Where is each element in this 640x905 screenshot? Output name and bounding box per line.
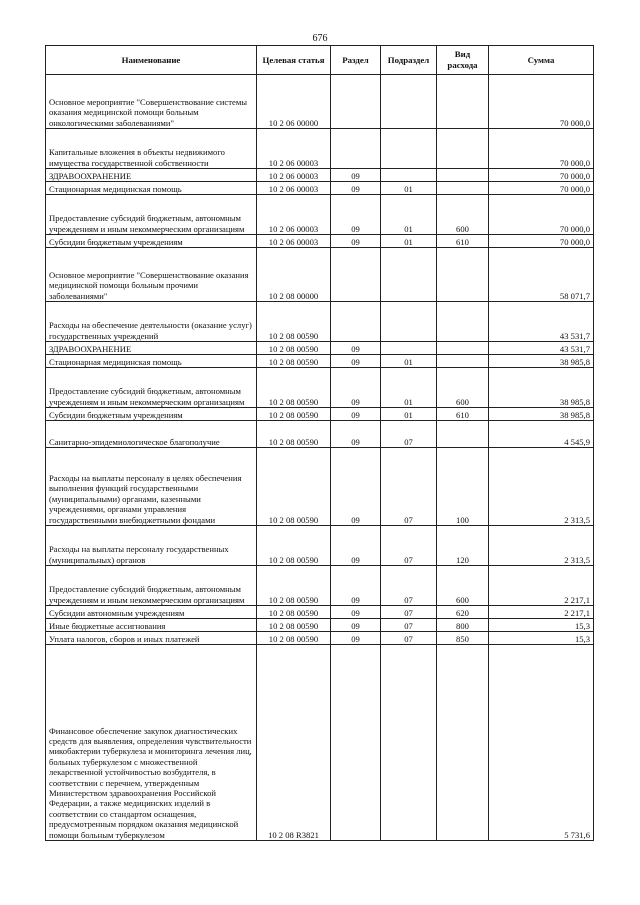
header-expense-type: Вид расхода — [437, 46, 489, 75]
cell-expense-type — [437, 421, 489, 448]
cell-name: Расходы на выплаты персоналу в целях обеспечения выполнения функций государственными (муниципальными) органами, казенными учреждениями, органами управления государственными внебюджетными фондами — [46, 448, 257, 526]
cell-name: Основное мероприятие "Совершенствование оказания медицинской помощи больным прочими заболеваниями" — [46, 248, 257, 302]
cell-section: 09 — [331, 355, 381, 368]
cell-section: 09 — [331, 606, 381, 619]
cell-expense-type: 120 — [437, 526, 489, 566]
cell-subsection: 01 — [381, 408, 437, 421]
table-row — [46, 182, 594, 195]
table-row — [46, 235, 594, 248]
cell-article: 10 2 06 00003 — [257, 235, 331, 248]
cell-section — [331, 75, 381, 129]
cell-article: 10 2 08 00590 — [257, 421, 331, 448]
cell-expense-type — [437, 302, 489, 342]
cell-expense-type — [437, 355, 489, 368]
cell-subsection: 01 — [381, 235, 437, 248]
cell-expense-type — [437, 129, 489, 169]
cell-section: 09 — [331, 235, 381, 248]
table-row — [46, 248, 594, 302]
cell-subsection — [381, 342, 437, 355]
table-row — [46, 421, 594, 448]
cell-sum: 38 985,8 — [489, 368, 594, 408]
header-name: Наименование — [46, 46, 257, 75]
cell-sum: 70 000,0 — [489, 75, 594, 129]
cell-subsection — [381, 169, 437, 182]
cell-name: Расходы на выплаты персоналу государственных (муниципальных) органов — [46, 526, 257, 566]
cell-name: Основное мероприятие "Совершенствование системы оказания медицинской помощи больным онкологическими заболеваниями" — [46, 75, 257, 129]
cell-section: 09 — [331, 632, 381, 645]
cell-expense-type: 800 — [437, 619, 489, 632]
cell-article: 10 2 08 00590 — [257, 526, 331, 566]
table-row — [46, 129, 594, 169]
table-body — [46, 75, 594, 841]
table-row — [46, 408, 594, 421]
cell-article: 10 2 06 00003 — [257, 129, 331, 169]
cell-subsection: 01 — [381, 182, 437, 195]
cell-subsection — [381, 75, 437, 129]
cell-name: Уплата налогов, сборов и иных платежей — [46, 632, 257, 645]
cell-sum: 70 000,0 — [489, 129, 594, 169]
cell-name: Предоставление субсидий бюджетным, автономным учреждениям и иным некоммерческим организациям — [46, 368, 257, 408]
table-row — [46, 526, 594, 566]
cell-expense-type — [437, 169, 489, 182]
cell-name: Предоставление субсидий бюджетным, автономным учреждениям и иным некоммерческим организациям — [46, 566, 257, 606]
table-row — [46, 448, 594, 526]
cell-subsection: 01 — [381, 355, 437, 368]
table-row — [46, 566, 594, 606]
cell-sum: 4 545,9 — [489, 421, 594, 448]
cell-sum: 58 071,7 — [489, 248, 594, 302]
cell-sum: 5 731,6 — [489, 645, 594, 841]
cell-expense-type — [437, 182, 489, 195]
cell-section: 09 — [331, 408, 381, 421]
table-row — [46, 195, 594, 235]
cell-section: 09 — [331, 169, 381, 182]
cell-sum: 2 313,5 — [489, 448, 594, 526]
cell-expense-type: 610 — [437, 408, 489, 421]
table-row — [46, 169, 594, 182]
cell-name: Расходы на обеспечение деятельности (оказание услуг) государственных учреждений — [46, 302, 257, 342]
cell-name: Субсидии автономным учреждениям — [46, 606, 257, 619]
table-row — [46, 606, 594, 619]
cell-section: 09 — [331, 182, 381, 195]
cell-subsection — [381, 645, 437, 841]
cell-name: Капитальные вложения в объекты недвижимого имущества государственной собственности — [46, 129, 257, 169]
cell-section — [331, 129, 381, 169]
cell-expense-type — [437, 75, 489, 129]
table-row — [46, 75, 594, 129]
cell-subsection: 07 — [381, 632, 437, 645]
cell-section — [331, 302, 381, 342]
cell-sum: 15,3 — [489, 619, 594, 632]
cell-expense-type: 600 — [437, 195, 489, 235]
cell-subsection: 07 — [381, 526, 437, 566]
cell-expense-type — [437, 248, 489, 302]
header-article: Целевая статья — [257, 46, 331, 75]
cell-article: 10 2 08 00590 — [257, 606, 331, 619]
cell-section: 09 — [331, 195, 381, 235]
table-row — [46, 619, 594, 632]
table-row — [46, 342, 594, 355]
table-row — [46, 302, 594, 342]
cell-name: Стационарная медицинская помощь — [46, 182, 257, 195]
cell-name: ЗДРАВООХРАНЕНИЕ — [46, 169, 257, 182]
cell-article: 10 2 08 00000 — [257, 248, 331, 302]
cell-article: 10 2 08 00590 — [257, 632, 331, 645]
header-subsection: Подраздел — [381, 46, 437, 75]
cell-name: Санитарно-эпидемиологическое благополучие — [46, 421, 257, 448]
cell-subsection: 01 — [381, 195, 437, 235]
cell-expense-type — [437, 645, 489, 841]
cell-subsection: 01 — [381, 368, 437, 408]
cell-section: 09 — [331, 368, 381, 408]
cell-sum: 70 000,0 — [489, 182, 594, 195]
cell-expense-type: 600 — [437, 368, 489, 408]
cell-section: 09 — [331, 342, 381, 355]
cell-article: 10 2 08 00590 — [257, 355, 331, 368]
cell-section — [331, 248, 381, 302]
cell-article: 10 2 06 00003 — [257, 169, 331, 182]
cell-expense-type: 850 — [437, 632, 489, 645]
cell-name: Стационарная медицинская помощь — [46, 355, 257, 368]
cell-article: 10 2 06 00003 — [257, 195, 331, 235]
header-sum: Сумма — [489, 46, 594, 75]
table-row — [46, 632, 594, 645]
cell-sum: 70 000,0 — [489, 169, 594, 182]
cell-sum: 38 985,8 — [489, 408, 594, 421]
cell-name: Субсидии бюджетным учреждениям — [46, 408, 257, 421]
cell-expense-type: 100 — [437, 448, 489, 526]
cell-article: 10 2 08 00590 — [257, 566, 331, 606]
table-row — [46, 645, 594, 841]
cell-sum: 2 217,1 — [489, 566, 594, 606]
cell-expense-type: 620 — [437, 606, 489, 619]
table-row — [46, 355, 594, 368]
cell-article: 10 2 08 00590 — [257, 302, 331, 342]
cell-subsection: 07 — [381, 606, 437, 619]
page-number: 676 — [312, 33, 328, 44]
cell-sum: 2 217,1 — [489, 606, 594, 619]
cell-article: 10 2 06 00003 — [257, 182, 331, 195]
cell-name: Субсидии бюджетным учреждениям — [46, 235, 257, 248]
cell-article: 10 2 08 00590 — [257, 368, 331, 408]
cell-expense-type: 610 — [437, 235, 489, 248]
header-section: Раздел — [331, 46, 381, 75]
cell-section: 09 — [331, 421, 381, 448]
cell-sum: 43 531,7 — [489, 342, 594, 355]
cell-name: Финансовое обеспечение закупок диагностических средств для выявления, определения чувствительности микобактерии туберкулеза и мониторинга лечения лиц, больных туберкулезом с множественной лекарственной устойчивостью возбудителя, в соответствии с перечнем, утвержденным Министерством здравоохранения Российской Федерации, а также медицинских изделий в соответствии со стандартом оснащения, предусмотренным порядком оказания медицинской помощи больным туберкулезом — [46, 645, 257, 841]
cell-subsection — [381, 129, 437, 169]
cell-article: 10 2 08 R3821 — [257, 645, 331, 841]
cell-sum: 2 313,5 — [489, 526, 594, 566]
cell-sum: 43 531,7 — [489, 302, 594, 342]
cell-subsection: 07 — [381, 421, 437, 448]
cell-section — [331, 645, 381, 841]
cell-name: ЗДРАВООХРАНЕНИЕ — [46, 342, 257, 355]
cell-article: 10 2 06 00000 — [257, 75, 331, 129]
cell-section: 09 — [331, 448, 381, 526]
budget-table — [45, 45, 594, 841]
cell-subsection — [381, 248, 437, 302]
cell-article: 10 2 08 00590 — [257, 408, 331, 421]
cell-sum: 70 000,0 — [489, 195, 594, 235]
cell-subsection — [381, 302, 437, 342]
cell-article: 10 2 08 00590 — [257, 619, 331, 632]
cell-sum: 70 000,0 — [489, 235, 594, 248]
cell-expense-type: 600 — [437, 566, 489, 606]
cell-expense-type — [437, 342, 489, 355]
cell-sum: 15,3 — [489, 632, 594, 645]
table-row — [46, 368, 594, 408]
cell-section: 09 — [331, 566, 381, 606]
cell-subsection: 07 — [381, 566, 437, 606]
cell-subsection: 07 — [381, 619, 437, 632]
cell-article: 10 2 08 00590 — [257, 448, 331, 526]
cell-sum: 38 985,8 — [489, 355, 594, 368]
header-row — [46, 46, 594, 75]
cell-name: Иные бюджетные ассигнования — [46, 619, 257, 632]
cell-subsection: 07 — [381, 448, 437, 526]
cell-section: 09 — [331, 619, 381, 632]
cell-section: 09 — [331, 526, 381, 566]
cell-article: 10 2 08 00590 — [257, 342, 331, 355]
cell-name: Предоставление субсидий бюджетным, автономным учреждениям и иным некоммерческим организациям — [46, 195, 257, 235]
